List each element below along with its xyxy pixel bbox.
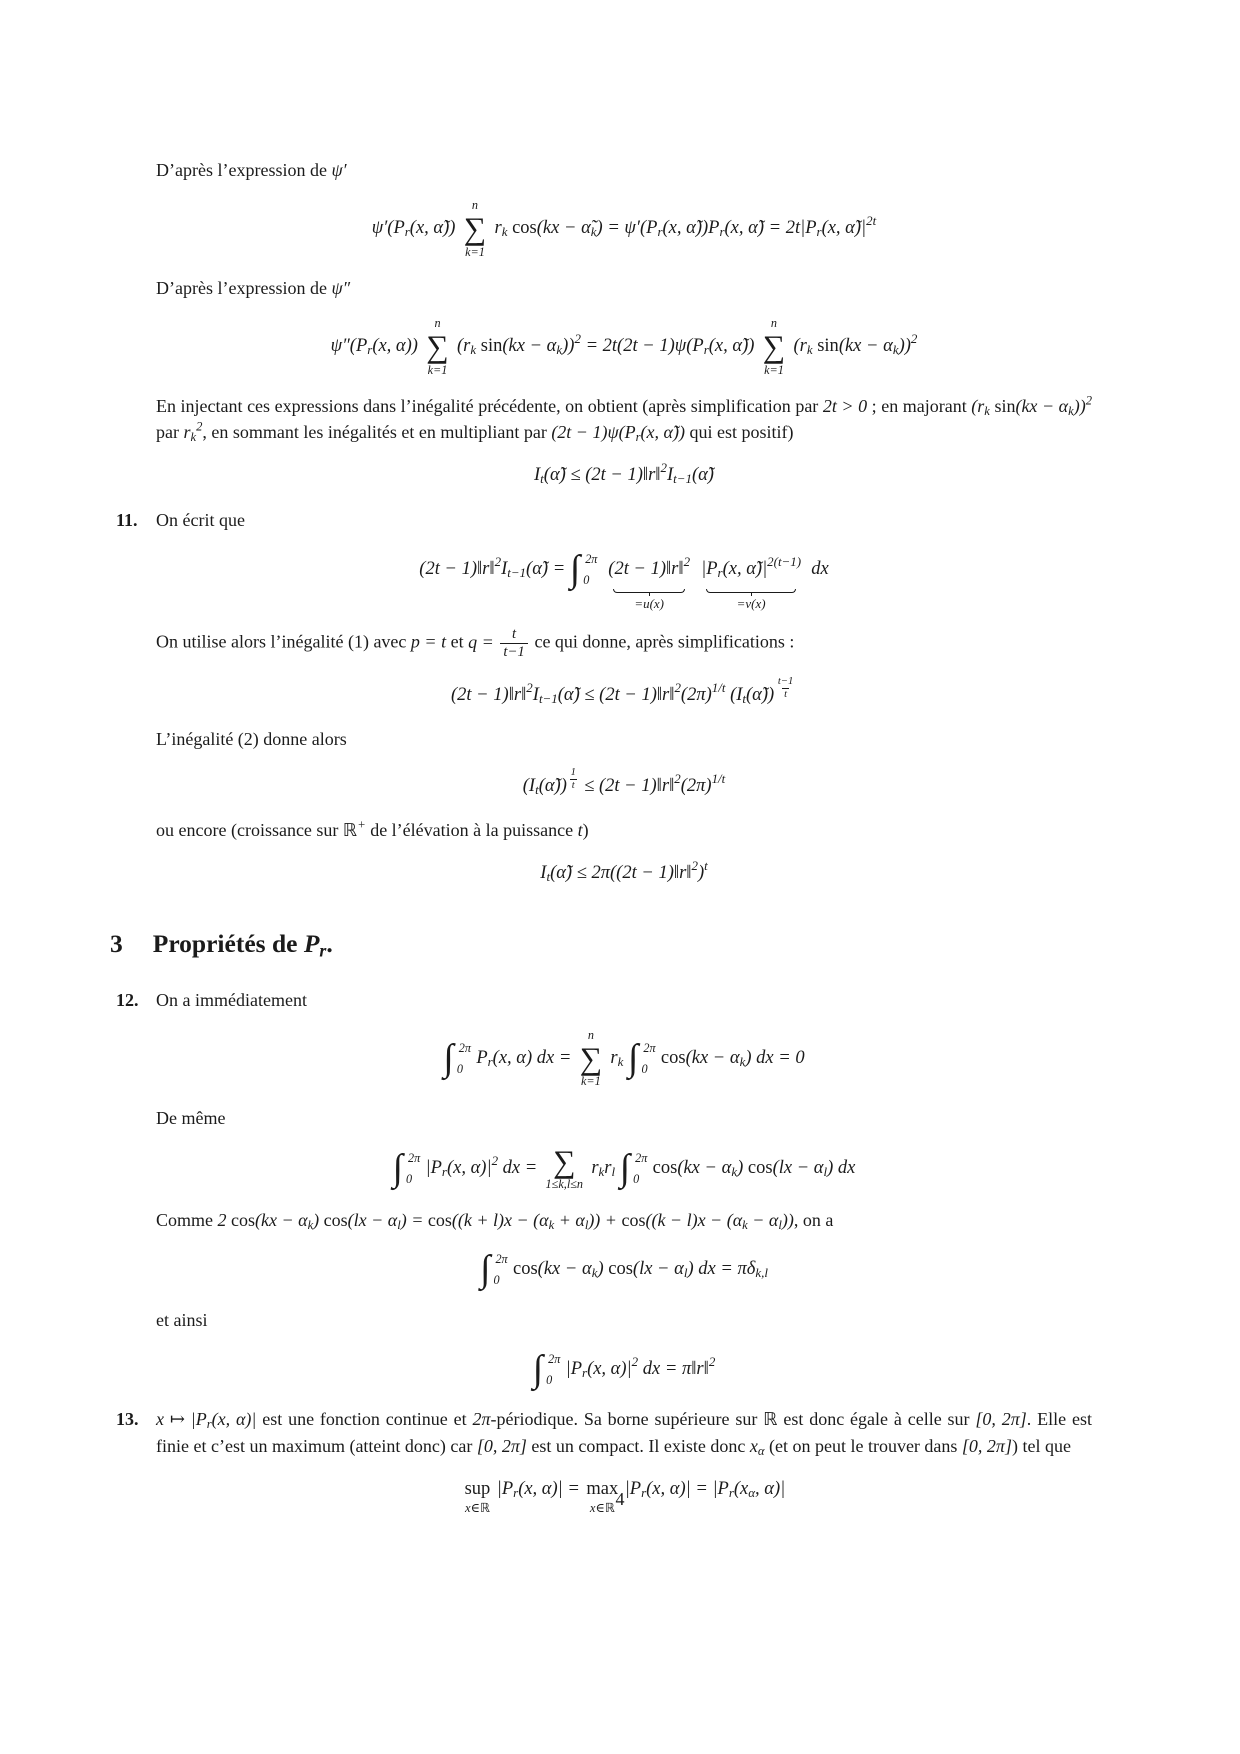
paragraph: En injectant ces expressions dans l’inégalité précédente, on obtient (après simplification par 2t > 0 ; en majorant (rk sin(kx − αk))$^2$ par $rk^2$, en sommant les inégalités et en multipliant par (2t − 1)ψ(Pr(x, α̃)) qui est positif) <box>156 393 1093 445</box>
display-equation: ∫ 2π 0 |Pr(x, $\alpha)|^2$ dx = π‖r‖$^2$ <box>532 1347 716 1390</box>
item-number: 12. <box>116 989 139 1010</box>
display-equation: sup x∈ℝ |Pr(x, α)| = max x∈ℝ |Pr(x, α)| = |Pr(xα, α)| <box>464 1478 786 1515</box>
section-title: Propriétés de Pr. <box>152 928 333 960</box>
paragraph: Comme 2 cos(kx − αk) cos(lx − αl) = cos((k + l)x − (αk + αl)) + cos((k − l)x − (αk − αl)), on a <box>156 1210 834 1233</box>
paragraph: et ainsi <box>156 1309 208 1330</box>
display-equation: ∫ 2π 0 Pr(x, α) dx = n ∑ k=1 rk ∫ 2π 0 cos(kx − αk) dx = 0 <box>443 1027 805 1089</box>
item-text: On écrit que <box>156 509 245 530</box>
paragraph: De même <box>156 1107 226 1128</box>
paragraph: On utilise alors l’inégalité (1) avec p = t et q = $\frac{t}{t-1}$ ce qui donne, après simplifications : <box>156 626 795 661</box>
section-heading <box>110 926 1092 963</box>
display-equation: (2t − 1)‖r‖$^2$It−1(α̃) = ∫ 2π 0 (2t − 1)‖r‖$^2$ =u(x) |Pr(x, $\alphã)|^{2(t-1)}$ =v(x) dx <box>419 547 829 612</box>
paragraph: L’inégalité (2) donne alors <box>156 729 347 750</box>
display-equation: ∫ 2π 0 cos(kx − αk) cos(lx − αl) dx = πδk,l <box>480 1248 768 1291</box>
item-text: x ↦ |Pr(x, α)| est une fonction continue et 2π-périodique. Sa borne supérieure sur ℝ est donc égale à celle sur [0, 2π]. Elle est finie et c’est un maximum (atteint donc) car [0, 2π] est un compact. Il existe donc xα (et on peut le trouver dans [0, 2π]) tel que <box>156 1409 1092 1458</box>
display-equation: (It(α̃)) $^{\frac{1}{t}}$ ≤ $(2t - 1)‖r‖^2(2\pi)^{1/t}$ <box>522 767 726 797</box>
display-equation: ψ′(Pr(x, α̃)) n ∑ k=1 rk cos(kx − α̃k) = ψ′(Pr(x, α̃))Pr(x, α̃) = 2t|Pr(x, $\alphã)|^{2t}$ <box>371 198 877 259</box>
paragraph: D’après l’expression de ψ″ <box>156 278 351 299</box>
display-equation: (2t − 1)‖r‖$^2$It−1(α̃) ≤ $(2t - 1)‖r‖^2(2\pi)^{1/t}$ (It(α̃)) $^{\frac{t-1}{t}}$ <box>451 676 794 706</box>
display-equation: ∫ 2π 0 |Pr(x, $\alpha)|^2$ dx = ∑ 1≤k,l≤n rkrl ∫ 2π 0 cos(kx − αk) cos(lx − αl) dx <box>392 1143 856 1192</box>
numbered-item <box>116 987 1092 1013</box>
numbered-item <box>116 507 1092 533</box>
item-number: 11. <box>116 509 138 530</box>
item-number: 13. <box>116 1409 139 1430</box>
section-number: 3 <box>110 928 123 958</box>
item-text: On a immédiatement <box>156 989 307 1010</box>
paragraph: D’après l’expression de ψ′ <box>156 160 347 180</box>
numbered-item <box>116 1406 1092 1458</box>
paragraph: ou encore (croissance sur ℝ+ de l’élévation à la puissance t) <box>156 817 589 840</box>
display-equation: It(α̃) ≤ 2π((2t − 1)‖r‖$^2$)$^t$ <box>540 858 708 885</box>
document-body <box>110 157 1093 1516</box>
display-equation: It(α̃) ≤ (2t − 1)‖r‖$^2$It−1(α̃) <box>534 460 714 487</box>
display-equation: ψ″(Pr(x, α)) n ∑ k=1 (rk sin(kx − αk))$^2$ = 2t(2t − 1)ψ(Pr(x, α̃)) n ∑ k=1 (rk sin(kx − αk))$^2$ <box>330 316 918 377</box>
page-number: 4 <box>615 1488 625 1509</box>
